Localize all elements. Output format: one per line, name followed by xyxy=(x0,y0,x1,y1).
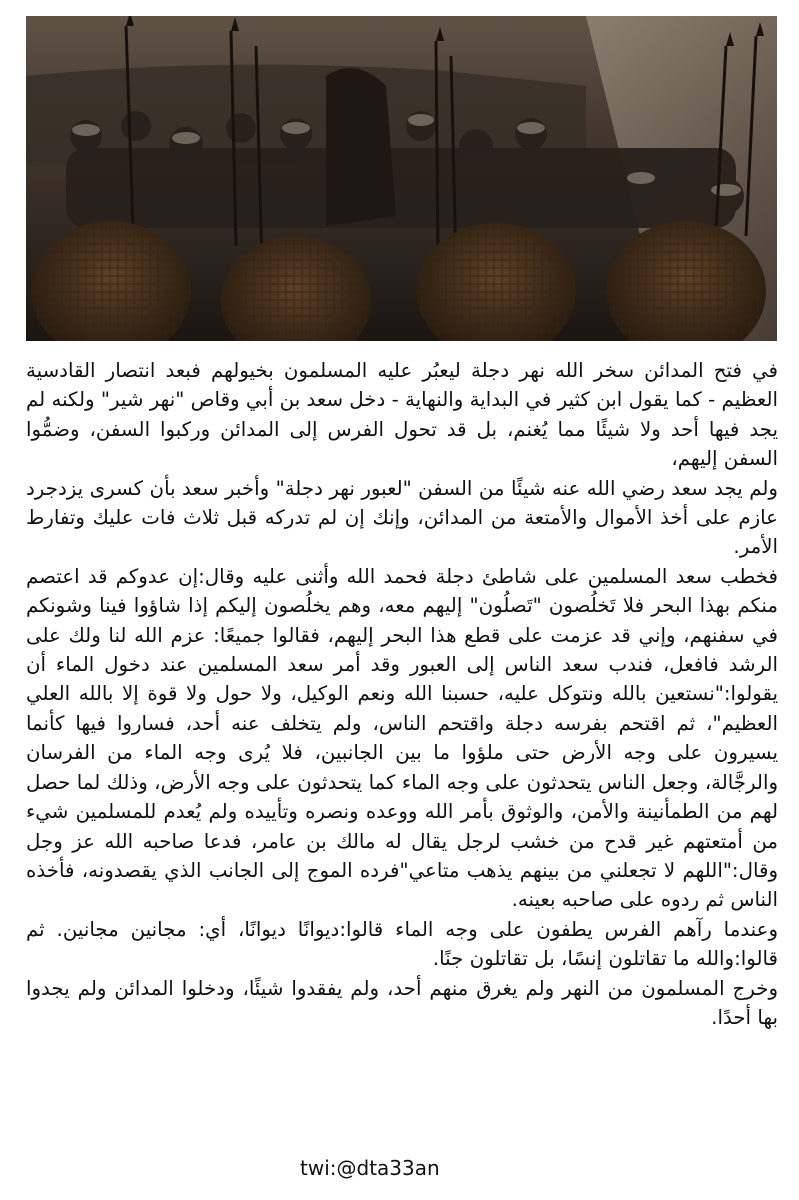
army-march-illustration xyxy=(26,16,777,341)
article-paragraph: وعندما رآهم الفرس يطفون على وجه الماء قالوا:ديوانًا ديوانًا، أي: مجانين مجانين. ثم قالوا:والله ما تقاتلون إنسًا، بل تقاتلون جنًا. xyxy=(26,917,778,971)
article-body xyxy=(26,356,778,1032)
article-paragraph: في فتح المدائن سخر الله نهر دجلة ليعبُر عليه المسلمون بخيولهم فبعد انتصار القادسية العظيم - كما يقول ابن كثير في البداية والنهاية - دخل سعد بن أبي وقاص "نهر شير" ولكنه لم يجد فيها أحد ولا شيئًا مما يُغنم، بل قد تحول الفرس إلى المدائن وركبوا السفن، وضمُّوا السفن إليهم، xyxy=(26,359,778,471)
article-paragraph: وخرج المسلمون من النهر ولم يغرق منهم أحد، ولم يفقدوا شيئًا، ودخلوا المدائن ولم يجدوا بها أحدًا. xyxy=(26,976,778,1029)
header-photo xyxy=(26,16,777,341)
twitter-handle: twi:@dta33an xyxy=(300,1156,440,1180)
article-paragraph: فخطب سعد المسلمين على شاطئ دجلة فحمد الله وأثنى عليه وقال:إن عدوكم قد اعتصم منكم بهذا البحر فلا تَخلُصون "تَصلُون" إليهم معه، وهم يخلُصون إليكم إذا شاؤوا فينا وشونكم في سفنهم، وإني قد عزمت على قطع هذا البحر إليهم، فقالوا جميعًا: عزم الله لنا ولك على الرشد فافعل، فندب سعد الناس إلى العبور وقد أمر سعد المسلمين عند دخول الماء أن يقولوا:"نستعين بالله ونتوكل عليه، حسبنا الله ونعم الوكيل، ولا حول ولا قوة إلا بالله العلي العظيم"، ثم اقتحم بفرسه دجلة واقتحم الناس، ولم يتخلف عنه أحد، فساروا فيها كأنما يسيرون على وجه الأرض حتى ملؤوا ما بين الجانبين، فلا يُرى وجه الماء من الفرسان والرجَّالة، وجعل الناس يتحدثون على وجه الماء كما يتحدثون على وجه الأرض، وذلك لما حصل لهم من الطمأنينة والأمن، والوثوق بأمر الله ووعده ونصره وتأييده ولم يُعدم للمسلمين شيء من أمتعتهم غير قدح من خشب لرجل يقال له مالك بن عامر، فدعا صاحبه الله عز وجل وقال:"اللهم لا تجعلني من بينهم يذهب متاعي"فرده الموج إلى الجانب الذي يقصدونه، فأخذه الناس ثم ردوه على صاحبه بعينه. xyxy=(26,564,778,912)
article-paragraph: ولم يجد سعد رضي الله عنه شيئًا من السفن "لعبور نهر دجلة" وأخبر سعد بأن كسرى يزدجرد عازم على أخذ الأموال والأمتعة من المدائن، وإنك إن لم تدركه قبل ثلاث فات عليك وتفارط الأمر. xyxy=(26,476,778,559)
